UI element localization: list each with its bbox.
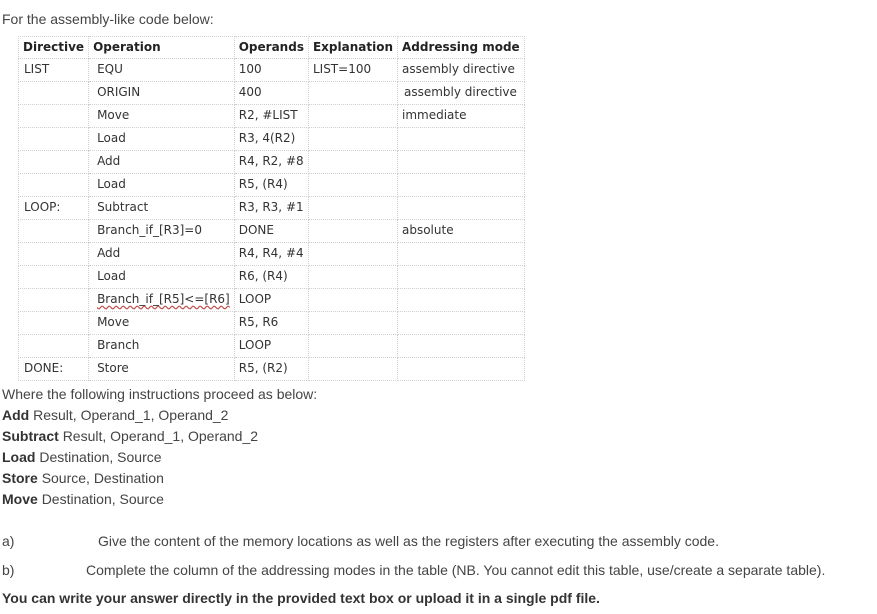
question-text: Give the content of the memory locations as well as the registers after executing the assembly code. [98, 533, 719, 549]
intro-text: For the assembly-like code below: [2, 11, 214, 27]
operands-cell: R2, #LIST [234, 105, 308, 128]
operation-cell: Branch_if_[R3]=0 [89, 220, 235, 243]
table-row [19, 59, 525, 82]
question-a [0, 533, 877, 553]
addressing-mode-cell [397, 289, 524, 312]
addressing-mode-cell [397, 358, 524, 381]
addressing-mode-cell [397, 174, 524, 197]
directive-cell [19, 82, 89, 105]
operands-cell: R3, R3, #1 [234, 197, 308, 220]
explanation-cell [308, 335, 397, 358]
header-addressing-mode: Addressing mode [397, 37, 524, 59]
table-row [19, 335, 525, 358]
question-text: Complete the column of the addressing modes in the table (NB. You cannot edit this table, use/create a separate table). [86, 562, 826, 578]
operands-cell: LOOP [234, 335, 308, 358]
explanation-cell [308, 220, 397, 243]
instruction-name: Load [2, 449, 36, 465]
submission-note: You can write your answer directly in the provided text box or upload it in a single pdf file. [2, 590, 600, 606]
table-row [19, 358, 525, 381]
addressing-mode-cell [397, 312, 524, 335]
operands-cell: R5, (R4) [234, 174, 308, 197]
operands-cell: R4, R4, #4 [234, 243, 308, 266]
operands-cell: R5, R6 [234, 312, 308, 335]
operation-cell: Move [89, 312, 235, 335]
table-row [19, 220, 525, 243]
instruction-args: Source, Destination [41, 470, 164, 486]
operands-cell: DONE [234, 220, 308, 243]
instruction-definitions [2, 405, 258, 510]
table-row [19, 289, 525, 312]
operation-cell: EQU [89, 59, 235, 82]
table-row [19, 174, 525, 197]
operation-cell: Add [89, 243, 235, 266]
explanation-cell [308, 312, 397, 335]
instruction-name: Subtract [2, 428, 59, 444]
operation-cell [89, 289, 235, 312]
table-row [19, 82, 525, 105]
explanation-cell [308, 105, 397, 128]
addressing-mode-cell [397, 243, 524, 266]
table-row [19, 312, 525, 335]
instruction-name: Add [2, 407, 30, 423]
operands-cell: R3, 4(R2) [234, 128, 308, 151]
table-header-row [19, 37, 525, 59]
directive-cell [19, 105, 89, 128]
explanation-cell [308, 266, 397, 289]
addressing-mode-cell: assembly directive [397, 82, 524, 105]
addressing-mode-cell [397, 266, 524, 289]
instruction-args: Result, Operand_1, Operand_2 [33, 407, 229, 423]
directive-cell [19, 220, 89, 243]
list-item [2, 489, 258, 510]
addressing-mode-cell [397, 128, 524, 151]
directive-cell: LOOP: [19, 197, 89, 220]
addressing-mode-cell: immediate [397, 105, 524, 128]
operation-cell: Subtract [89, 197, 235, 220]
directive-cell [19, 335, 89, 358]
header-directive: Directive [19, 37, 89, 59]
operation-cell: Add [89, 151, 235, 174]
table-row [19, 128, 525, 151]
instruction-name: Move [2, 491, 38, 507]
table-row [19, 197, 525, 220]
explanation-cell [308, 174, 397, 197]
list-item [2, 447, 258, 468]
operands-cell: R5, (R2) [234, 358, 308, 381]
explanation-cell [308, 128, 397, 151]
addressing-mode-cell [397, 197, 524, 220]
operation-cell: ORIGIN [89, 82, 235, 105]
table-row [19, 105, 525, 128]
addressing-mode-cell: absolute [397, 220, 524, 243]
explanation-cell [308, 358, 397, 381]
instructions-intro: Where the following instructions proceed as below: [2, 386, 318, 402]
header-explanation: Explanation [308, 37, 397, 59]
directive-cell [19, 266, 89, 289]
directive-cell [19, 312, 89, 335]
directive-cell [19, 151, 89, 174]
header-operands: Operands [234, 37, 308, 59]
operands-cell: LOOP [234, 289, 308, 312]
question-label: a) [2, 533, 15, 549]
directive-cell [19, 289, 89, 312]
header-operation: Operation [89, 37, 235, 59]
directive-cell: DONE: [19, 358, 89, 381]
explanation-cell [308, 151, 397, 174]
assembly-code-table [18, 36, 525, 381]
operation-cell: Load [89, 128, 235, 151]
spellcheck-underlined-operation: Branch_if_[R5]<=[R6] [97, 292, 230, 306]
instruction-args: Destination, Source [39, 449, 162, 465]
list-item [2, 405, 258, 426]
explanation-cell [308, 197, 397, 220]
list-item [2, 468, 258, 489]
operation-cell: Store [89, 358, 235, 381]
explanation-cell [308, 243, 397, 266]
explanation-cell [308, 82, 397, 105]
directive-cell [19, 243, 89, 266]
addressing-mode-cell [397, 151, 524, 174]
addressing-mode-cell: assembly directive [397, 59, 524, 82]
operation-cell: Move [89, 105, 235, 128]
operands-cell: 400 [234, 82, 308, 105]
explanation-cell: LIST=100 [308, 59, 397, 82]
instruction-args: Destination, Source [41, 491, 164, 507]
instruction-args: Result, Operand_1, Operand_2 [62, 428, 259, 444]
table-row [19, 266, 525, 289]
explanation-cell [308, 289, 397, 312]
operation-cell: Branch [89, 335, 235, 358]
instruction-name: Store [2, 470, 38, 486]
operands-cell: 100 [234, 59, 308, 82]
operands-cell: R4, R2, #8 [234, 151, 308, 174]
directive-cell: LIST [19, 59, 89, 82]
directive-cell [19, 174, 89, 197]
operation-cell: Load [89, 174, 235, 197]
question-label: b) [2, 562, 15, 578]
list-item [2, 426, 258, 447]
addressing-mode-cell [397, 335, 524, 358]
table-row [19, 243, 525, 266]
operation-cell: Load [89, 266, 235, 289]
operands-cell: R6, (R4) [234, 266, 308, 289]
directive-cell [19, 128, 89, 151]
table-row [19, 151, 525, 174]
question-b [0, 562, 877, 582]
